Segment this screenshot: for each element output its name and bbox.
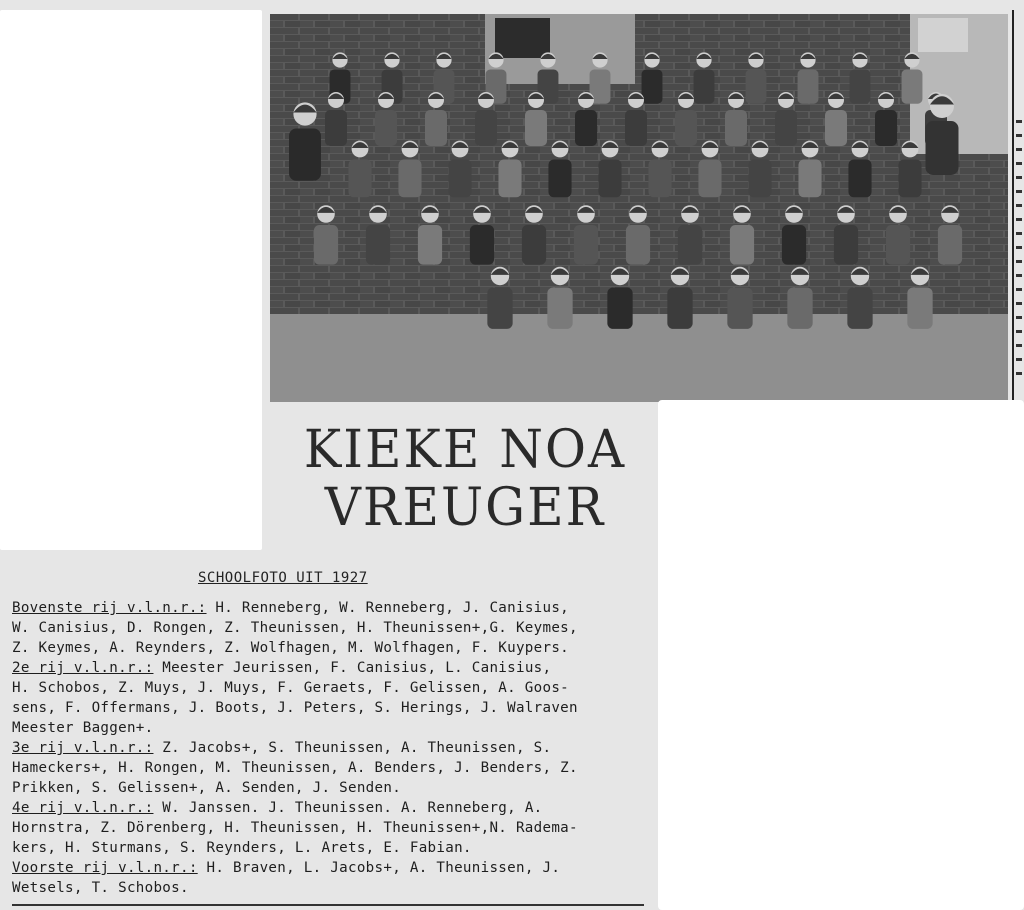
row-heading: 2e rij v.l.n.r.: <box>12 660 154 676</box>
pupil-figure <box>886 205 910 264</box>
pupil-figure <box>938 205 962 264</box>
pupil-figure <box>470 205 494 264</box>
pupil-figure <box>625 92 647 146</box>
pupil-figure <box>748 141 771 198</box>
caption-line <box>12 798 662 818</box>
pupil-figure <box>798 141 821 198</box>
names-text: Prikken, S. Gelissen+, A. Senden, J. Senden. <box>12 780 402 796</box>
pupil-figure <box>730 205 754 264</box>
row-heading: 3e rij v.l.n.r.: <box>12 740 154 756</box>
pupil-figure <box>848 141 871 198</box>
headline-line-2: VREUGER <box>324 476 606 538</box>
blank-paper-patch-left <box>0 10 262 550</box>
pupil-figure <box>648 141 671 198</box>
pupil-figure <box>487 267 512 329</box>
pupil-figure <box>314 205 338 264</box>
names-text: H. Renneberg, W. Renneberg, J. Canisius, <box>206 600 570 616</box>
brick-wall <box>270 14 1008 314</box>
pupil-figure <box>574 205 598 264</box>
names-text: W. Janssen. J. Theunissen. A. Renneberg, A. <box>153 800 543 816</box>
pupil-figure <box>675 92 697 146</box>
pupil-figure <box>548 141 571 198</box>
caption-line <box>12 878 662 898</box>
pupil-figure <box>825 92 847 146</box>
pupil-figure <box>727 267 752 329</box>
pupil-figure <box>746 52 767 103</box>
names-text: W. Canisius, D. Rongen, Z. Theunissen, H. Theunissen+,G. Keymes, <box>12 620 578 636</box>
adjacent-column-edge <box>1016 120 1022 380</box>
names-text: H. Schobos, Z. Muys, J. Muys, F. Geraets, F. Gelissen, A. Goos- <box>12 680 570 696</box>
caption-line <box>12 778 662 798</box>
pupil-figure <box>642 52 663 103</box>
pupil-figure <box>448 141 471 198</box>
pupil-figure <box>926 94 959 175</box>
pupil-figure <box>782 205 806 264</box>
pupil-figure <box>498 141 521 198</box>
headline-line-1: KIEKE NOA <box>303 418 627 480</box>
pupil-figure <box>289 102 321 180</box>
pupil-figure <box>418 205 442 264</box>
pupil-figure <box>522 205 546 264</box>
caption-line <box>12 858 662 878</box>
names-text: H. Braven, L. Jacobs+, A. Theunissen, J. <box>197 860 561 876</box>
row-heading: Voorste rij v.l.n.r.: <box>12 860 198 876</box>
pupil-figure <box>834 205 858 264</box>
pupil-figure <box>575 92 597 146</box>
caption-line <box>12 658 662 678</box>
pupil-figure <box>348 141 371 198</box>
names-text: Wetsels, T. Schobos. <box>12 880 189 896</box>
photo-subtitle: SCHOOLFOTO UIT 1927 <box>198 570 368 586</box>
column-rule <box>1012 10 1014 410</box>
headline <box>300 420 630 536</box>
names-text: Z. Jacobs+, S. Theunissen, A. Theunissen, S. <box>153 740 552 756</box>
bottom-rule <box>12 904 644 906</box>
pupil-figure <box>787 267 812 329</box>
caption-line <box>12 678 662 698</box>
caption-line <box>12 738 662 758</box>
names-text: kers, H. Sturmans, S. Reynders, L. Arets, E. Fabian. <box>12 840 472 856</box>
pupil-figure <box>798 52 819 103</box>
pupil-figure <box>775 92 797 146</box>
pupil-figure <box>907 267 932 329</box>
blank-paper-patch-right <box>658 400 1024 910</box>
pupil-figure <box>667 267 692 329</box>
caption-line <box>12 838 662 858</box>
gravel-ground <box>270 314 1008 402</box>
pupil-figure <box>547 267 572 329</box>
photo-caption <box>12 598 662 898</box>
pupil-figure <box>375 92 397 146</box>
pupil-figure <box>607 267 632 329</box>
class-photo-illustration <box>270 14 1008 402</box>
pupil-figure <box>898 141 921 198</box>
pupil-figure <box>598 141 621 198</box>
names-text: Hornstra, Z. Dörenberg, H. Theunissen, H. Theunissen+,N. Radema- <box>12 820 578 836</box>
pupil-figure <box>325 92 347 146</box>
pupil-figure <box>626 205 650 264</box>
pupil-figure <box>694 52 715 103</box>
row-heading: 4e rij v.l.n.r.: <box>12 800 154 816</box>
school-class-photo <box>270 14 1008 402</box>
names-text: sens, F. Offermans, J. Boots, J. Peters, S. Herings, J. Walraven <box>12 700 578 716</box>
row-heading: Bovenste rij v.l.n.r.: <box>12 600 207 616</box>
names-text: Meester Baggen+. <box>12 720 154 736</box>
caption-line <box>12 598 662 618</box>
names-text: Hameckers+, H. Rongen, M. Theunissen, A. Benders, J. Benders, Z. <box>12 760 578 776</box>
pupil-figure <box>875 92 897 146</box>
pupil-figure <box>725 92 747 146</box>
pupil-figure <box>847 267 872 329</box>
pupil-figure <box>698 141 721 198</box>
caption-line <box>12 618 662 638</box>
pupil-figure <box>850 52 871 103</box>
caption-line <box>12 638 662 658</box>
names-text: Meester Jeurissen, F. Canisius, L. Canisius, <box>153 660 552 676</box>
caption-line <box>12 818 662 838</box>
names-text: Z. Keymes, A. Reynders, Z. Wolfhagen, M. Wolfhagen, F. Kuypers. <box>12 640 570 656</box>
pupil-figure <box>902 52 923 103</box>
pupil-figure <box>525 92 547 146</box>
caption-line <box>12 718 662 738</box>
pupil-figure <box>425 92 447 146</box>
caption-line <box>12 758 662 778</box>
pupil-figure <box>366 205 390 264</box>
pupil-figure <box>475 92 497 146</box>
pupil-figure <box>678 205 702 264</box>
caption-line <box>12 698 662 718</box>
pupil-figure <box>398 141 421 198</box>
